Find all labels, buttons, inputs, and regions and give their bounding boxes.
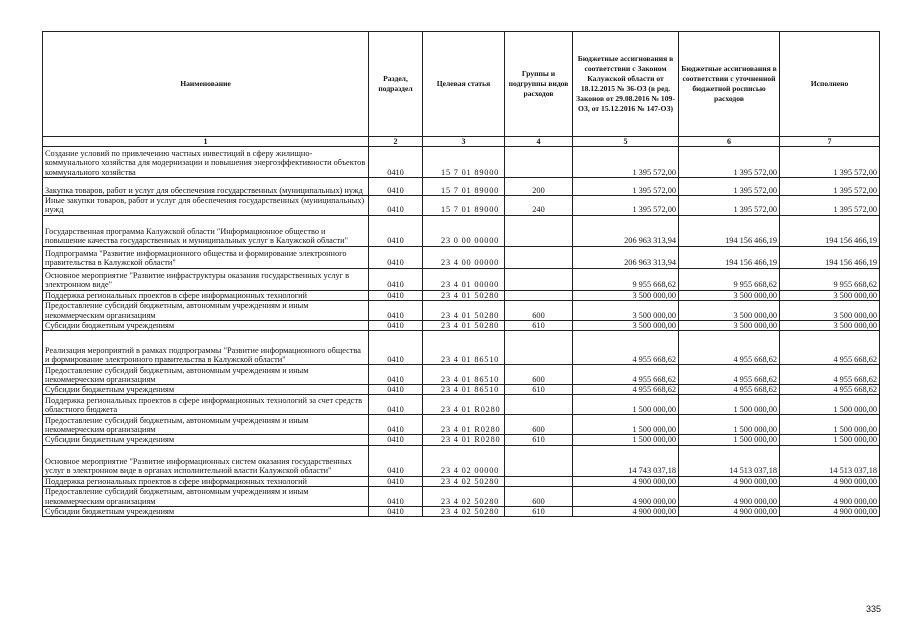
row-budget-amount: 14 743 037,18 [573,445,679,476]
row-section: 0410 [369,487,423,507]
table-row [43,246,880,268]
row-article: 23 4 00 00000 [423,246,505,268]
row-refined-amount: 1 395 572,00 [679,147,780,178]
row-name: Реализация мероприятий в рамках подпрограммы "Развитие информационного общества и формирование электронного правительства в Калужской области" [43,331,369,365]
row-refined-amount: 1 500 000,00 [679,395,780,415]
row-group [505,476,573,486]
row-refined-amount: 3 500 000,00 [679,290,780,300]
row-refined-amount: 4 900 000,00 [679,476,780,486]
table-row [43,365,880,385]
row-refined-amount: 4 900 000,00 [679,487,780,507]
row-group: 610 [505,385,573,395]
header-executed: Исполнено [780,32,880,137]
row-budget-amount: 4 900 000,00 [573,487,679,507]
row-budget-amount: 4 955 668,62 [573,385,679,395]
row-name: Подпрограмма "Развитие информационного общества и формирование электронного правительства в Калужской области" [43,246,369,268]
table-row [43,415,880,435]
row-budget-amount: 206 963 313,94 [573,246,679,268]
row-section: 0410 [369,385,423,395]
row-budget-amount: 9 955 668,62 [573,268,679,290]
budget-table-sheet [42,31,879,517]
table-row [43,487,880,507]
row-name: Субсидии бюджетным учреждениям [43,435,369,445]
row-section: 0410 [369,215,423,246]
row-name: Предоставление субсидий бюджетным, автономным учреждениям и иным некоммерческим организациям [43,415,369,435]
row-section: 0410 [369,300,423,320]
table-row [43,320,880,330]
row-section: 0410 [369,268,423,290]
row-article: 23 4 01 R0280 [423,415,505,435]
row-group: 610 [505,507,573,517]
row-group [505,246,573,268]
row-executed-amount: 4 900 000,00 [780,476,880,486]
row-budget-amount: 4 900 000,00 [573,507,679,517]
row-executed-amount: 1 500 000,00 [780,435,880,445]
row-executed-amount: 194 156 466,19 [780,246,880,268]
row-group [505,395,573,415]
table-row [43,507,880,517]
row-group: 600 [505,300,573,320]
row-refined-amount: 9 955 668,62 [679,268,780,290]
table-row [43,147,880,178]
row-name: Создание условий по привлечению частных инвестиций в сферу жилищно-коммунального хозяйства для модернизации и повышения энергоэффективности объектов коммунального хозяйства [43,147,369,178]
row-executed-amount: 4 955 668,62 [780,365,880,385]
table-row [43,290,880,300]
row-article: 23 4 02 50280 [423,507,505,517]
row-article: 23 4 01 50280 [423,290,505,300]
row-budget-amount: 4 955 668,62 [573,331,679,365]
row-name: Государственная программа Калужской области "Информационное общество и повышение качества государственных и муниципальных услуг в Калужской области" [43,215,369,246]
row-refined-amount: 4 955 668,62 [679,365,780,385]
row-section: 0410 [369,445,423,476]
row-executed-amount: 3 500 000,00 [780,290,880,300]
row-section: 0410 [369,395,423,415]
header-group: Группы и подгруппы видов расходов [505,32,573,137]
row-refined-amount: 4 955 668,62 [679,385,780,395]
row-refined-amount: 194 156 466,19 [679,246,780,268]
row-group [505,445,573,476]
row-group [505,215,573,246]
row-section: 0410 [369,290,423,300]
row-executed-amount: 4 900 000,00 [780,487,880,507]
row-budget-amount: 3 500 000,00 [573,290,679,300]
row-refined-amount: 194 156 466,19 [679,215,780,246]
row-article: 23 4 01 86510 [423,385,505,395]
row-executed-amount: 1 500 000,00 [780,395,880,415]
row-article: 15 7 01 89000 [423,147,505,178]
table-row [43,178,880,196]
row-executed-amount: 194 156 466,19 [780,215,880,246]
row-refined-amount: 4 955 668,62 [679,331,780,365]
header-section: Раздел, подраздел [369,32,423,137]
header-name: Наименование [43,32,369,137]
row-group: 240 [505,196,573,216]
column-number: 6 [679,137,780,147]
column-number: 1 [43,137,369,147]
row-article: 23 4 02 50280 [423,476,505,486]
row-group: 600 [505,415,573,435]
row-article: 23 4 01 R0280 [423,395,505,415]
row-group: 600 [505,365,573,385]
row-executed-amount: 1 395 572,00 [780,178,880,196]
table-body [43,147,880,517]
row-group: 200 [505,178,573,196]
row-section: 0410 [369,365,423,385]
row-group [505,290,573,300]
row-executed-amount: 4 955 668,62 [780,331,880,365]
row-refined-amount: 14 513 037,18 [679,445,780,476]
row-article: 15 7 01 89000 [423,178,505,196]
row-budget-amount: 4 955 668,62 [573,365,679,385]
row-budget-amount: 1 395 572,00 [573,196,679,216]
column-number: 7 [780,137,880,147]
row-section: 0410 [369,331,423,365]
header-budget: Бюджетные ассигнования в соответствии с Законом Калужской области от 18.12.2015 № 36-ОЗ (в ред. Законов от 29.08.2016 № 109-ОЗ, от 15.12.2016 № 147-ОЗ) [573,32,679,137]
row-executed-amount: 4 955 668,62 [780,385,880,395]
table-row [43,435,880,445]
row-executed-amount: 3 500 000,00 [780,320,880,330]
row-budget-amount: 206 963 313,94 [573,215,679,246]
row-name: Поддержка региональных проектов в сфере информационных технологий [43,290,369,300]
row-name: Основное мероприятие "Развитие инфраструктуры оказания государственных услуг в электронном виде" [43,268,369,290]
row-budget-amount: 1 500 000,00 [573,435,679,445]
row-section: 0410 [369,196,423,216]
row-refined-amount: 3 500 000,00 [679,320,780,330]
table-row [43,445,880,476]
row-article: 23 4 02 50280 [423,487,505,507]
row-executed-amount: 9 955 668,62 [780,268,880,290]
row-refined-amount: 1 500 000,00 [679,435,780,445]
row-section: 0410 [369,147,423,178]
row-executed-amount: 1 500 000,00 [780,415,880,435]
row-budget-amount: 1 500 000,00 [573,395,679,415]
row-section: 0410 [369,435,423,445]
row-name: Поддержка региональных проектов в сфере информационных технологий за счет средств областного бюджета [43,395,369,415]
header-refined: Бюджетные ассигнования в соответствии с уточненной бюджетной росписью расходов [679,32,780,137]
row-refined-amount: 1 395 572,00 [679,196,780,216]
table-header [43,32,880,147]
row-refined-amount: 4 900 000,00 [679,507,780,517]
row-section: 0410 [369,246,423,268]
table-row [43,385,880,395]
table-row [43,300,880,320]
row-section: 0410 [369,320,423,330]
row-budget-amount: 3 500 000,00 [573,320,679,330]
row-budget-amount: 1 395 572,00 [573,147,679,178]
row-budget-amount: 4 900 000,00 [573,476,679,486]
row-article: 15 7 01 89000 [423,196,505,216]
row-article: 23 4 01 00000 [423,268,505,290]
row-group: 600 [505,487,573,507]
row-article: 23 4 01 50280 [423,320,505,330]
row-section: 0410 [369,415,423,435]
row-article: 23 4 01 50280 [423,300,505,320]
row-name: Поддержка региональных проектов в сфере информационных технологий [43,476,369,486]
row-budget-amount: 3 500 000,00 [573,300,679,320]
row-executed-amount: 4 900 000,00 [780,507,880,517]
row-article: 23 4 01 86510 [423,365,505,385]
row-group [505,268,573,290]
row-article: 23 4 01 86510 [423,331,505,365]
column-number: 5 [573,137,679,147]
row-name: Субсидии бюджетным учреждениям [43,385,369,395]
budget-table [42,31,880,517]
row-executed-amount: 1 395 572,00 [780,196,880,216]
row-refined-amount: 1 395 572,00 [679,178,780,196]
row-name: Субсидии бюджетным учреждениям [43,507,369,517]
row-name: Основное мероприятие "Развитие информационных систем оказания государственных услуг в электронном виде в органах исполнительной власти Калужской области" [43,445,369,476]
row-section: 0410 [369,476,423,486]
row-section: 0410 [369,178,423,196]
row-group [505,147,573,178]
row-article: 23 4 02 00000 [423,445,505,476]
header-article: Целевая статья [423,32,505,137]
row-executed-amount: 14 513 037,18 [780,445,880,476]
table-row [43,215,880,246]
row-group [505,331,573,365]
column-number-row [43,137,880,147]
column-number: 3 [423,137,505,147]
row-name: Предоставление субсидий бюджетным, автономным учреждениям и иным некоммерческим организациям [43,487,369,507]
row-name: Предоставление субсидий бюджетным, автономным учреждениям и иным некоммерческим организациям [43,300,369,320]
column-number: 4 [505,137,573,147]
row-name: Закупка товаров, работ и услуг для обеспечения государственных (муниципальных) нужд [43,178,369,196]
row-refined-amount: 3 500 000,00 [679,300,780,320]
row-article: 23 4 01 R0280 [423,435,505,445]
row-name: Предоставление субсидий бюджетным, автономным учреждениям и иным некоммерческим организациям [43,365,369,385]
table-row [43,476,880,486]
row-name: Субсидии бюджетным учреждениям [43,320,369,330]
row-budget-amount: 1 395 572,00 [573,178,679,196]
row-article: 23 0 00 00000 [423,215,505,246]
row-name: Иные закупки товаров, работ и услуг для обеспечения государственных (муниципальных) нужд [43,196,369,216]
row-refined-amount: 1 500 000,00 [679,415,780,435]
row-section: 0410 [369,507,423,517]
table-row [43,395,880,415]
table-row [43,196,880,216]
row-group: 610 [505,435,573,445]
row-group: 610 [505,320,573,330]
row-executed-amount: 3 500 000,00 [780,300,880,320]
page-number: 335 [866,604,882,614]
table-row [43,331,880,365]
row-executed-amount: 1 395 572,00 [780,147,880,178]
table-row [43,268,880,290]
column-number: 2 [369,137,423,147]
row-budget-amount: 1 500 000,00 [573,415,679,435]
